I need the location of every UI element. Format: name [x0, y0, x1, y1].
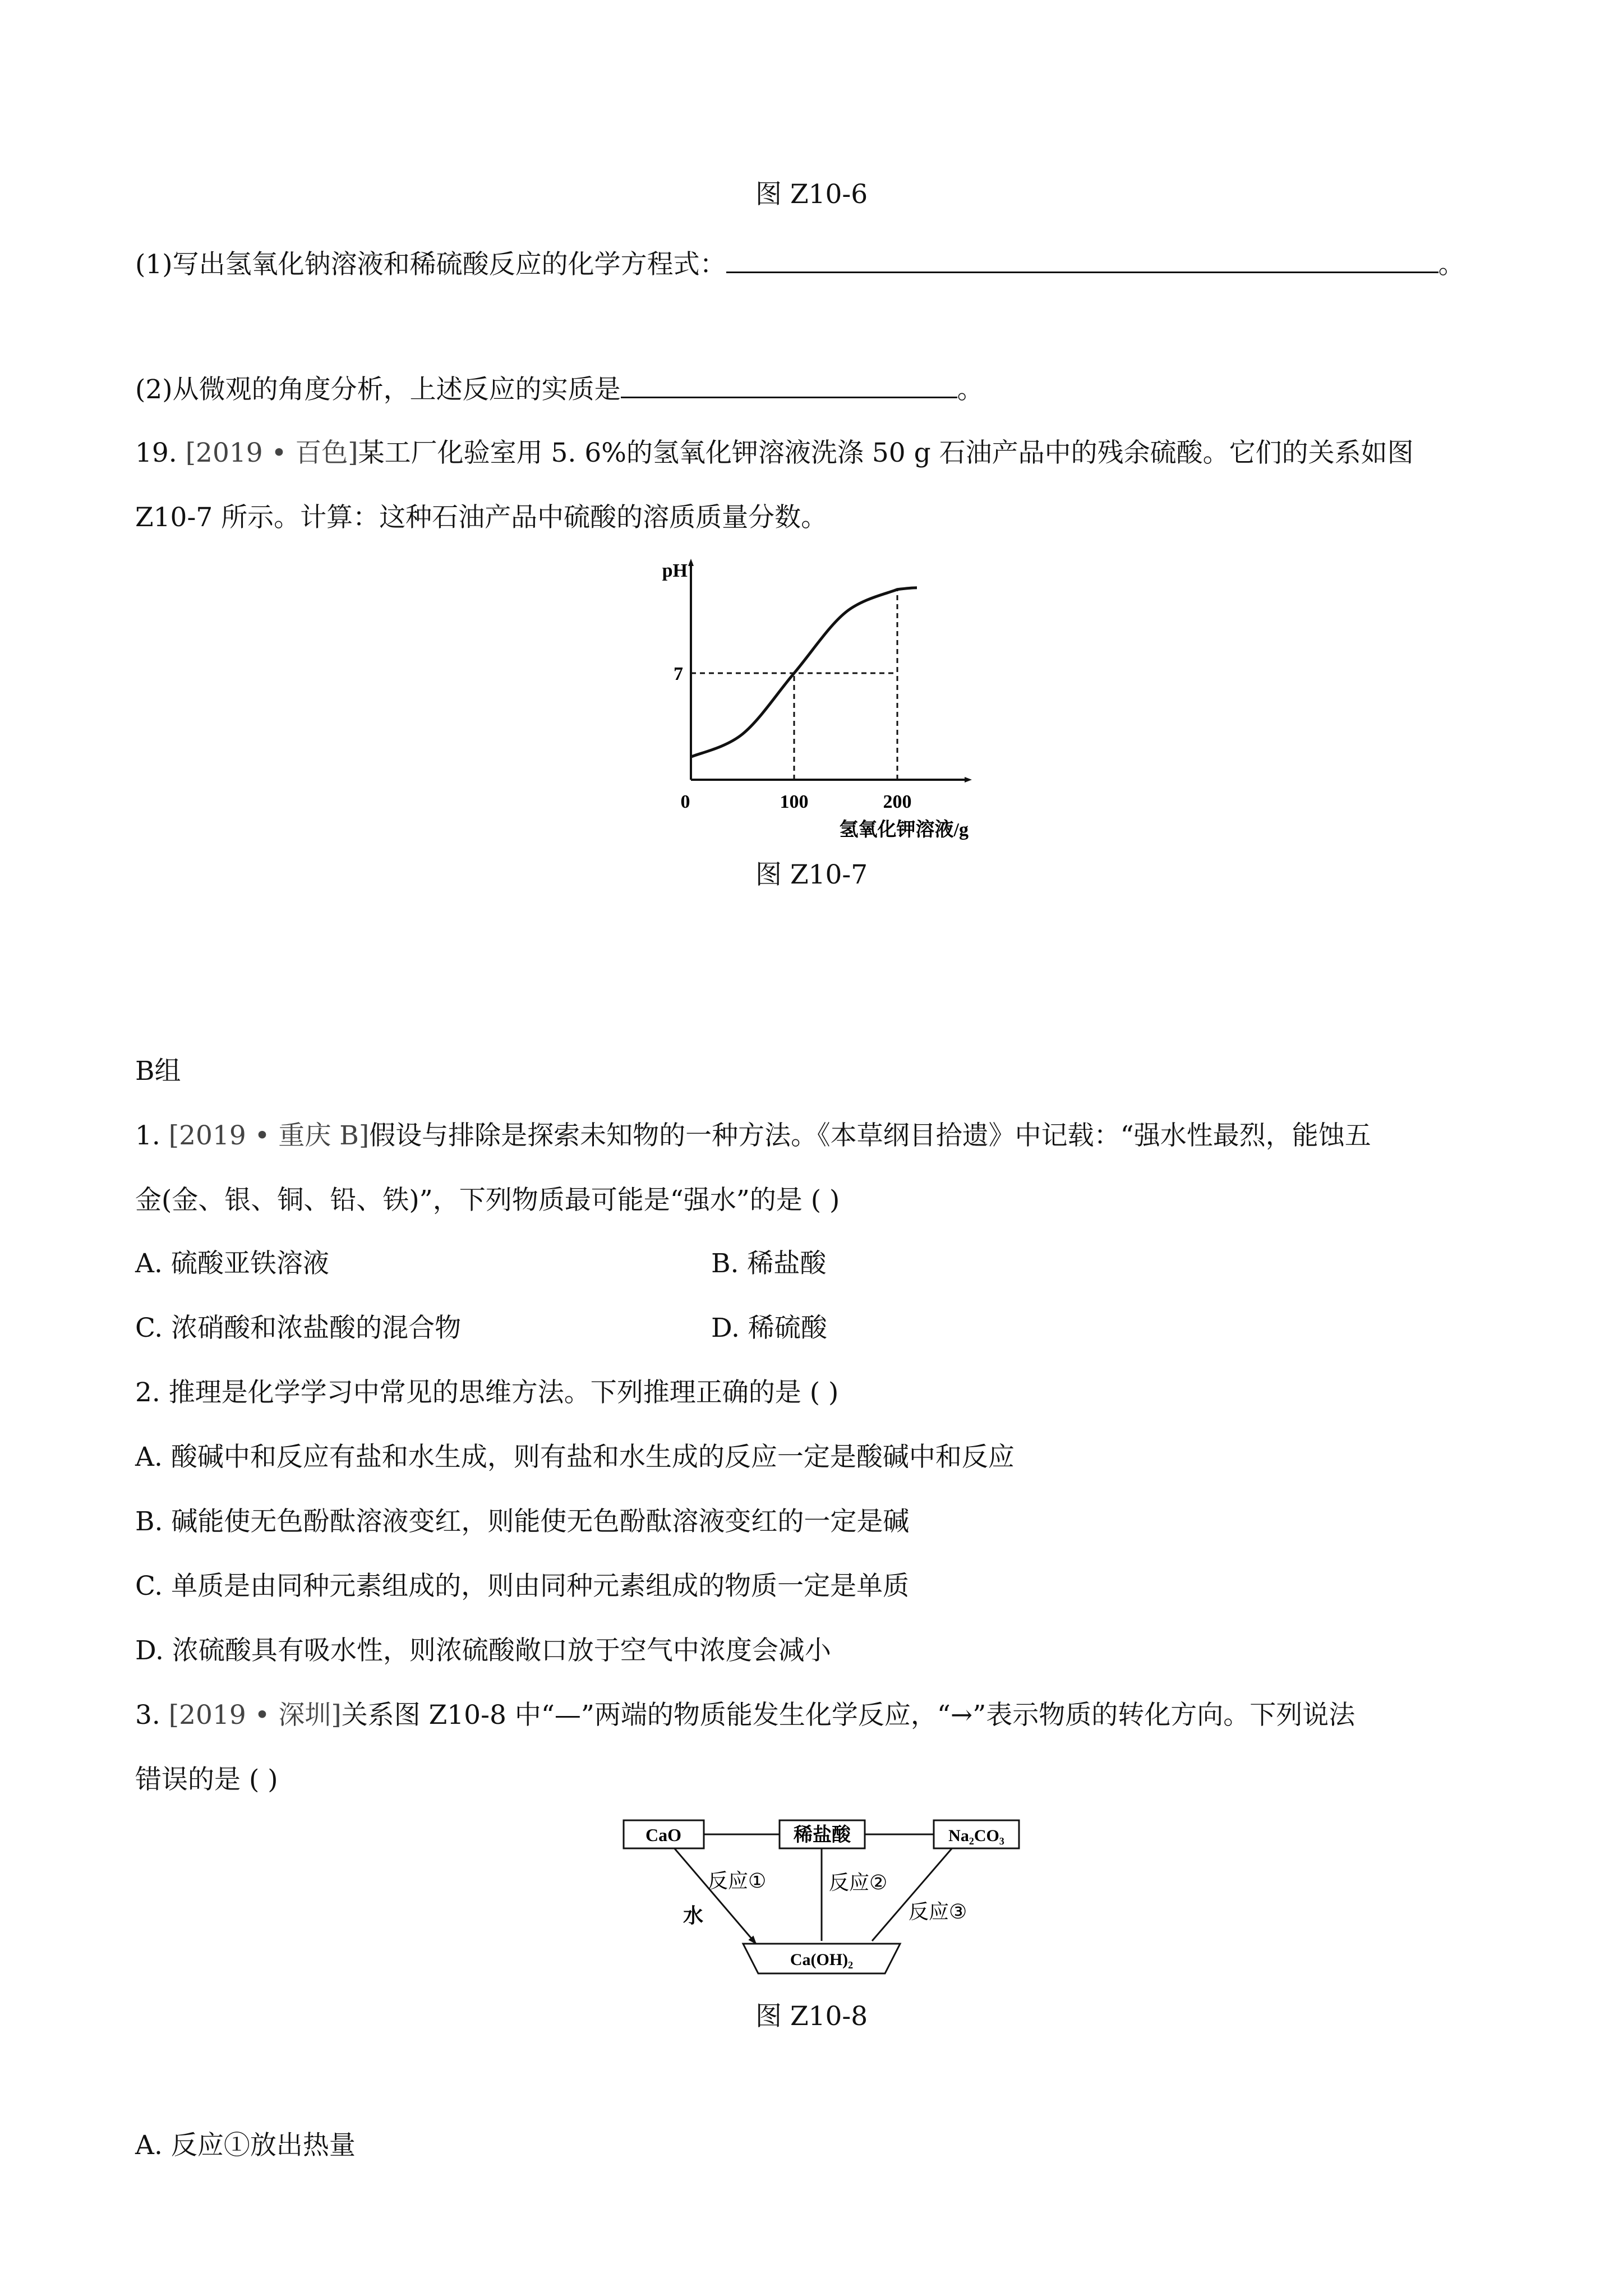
- x-axis-label: 氢氧化钾溶液/g: [839, 820, 969, 840]
- b-q3-line1: [135, 1699, 1355, 1732]
- b-q1-line2: 金(金、银、铜、铅、铁)”，下列物质最可能是“强水”的是 ( ): [135, 1185, 840, 1216]
- b-q3-text: 关系图 Z10-8 中“—”两端的物质能发生化学反应，“→”表示物质的转化方向。下列说法: [341, 1700, 1355, 1731]
- q18-sub2-text: (2)从微观的角度分析，上述反应的实质是: [135, 374, 621, 405]
- b-q3-number: 3.: [135, 1700, 160, 1731]
- b-q1-option-b[interactable]: B. 稀盐酸: [711, 1248, 827, 1279]
- q19-citation: [2019 • 百色]: [185, 438, 358, 468]
- y-axis-label: pH: [662, 560, 688, 581]
- ph-chart: [645, 555, 993, 847]
- answer-blank[interactable]: [726, 247, 1438, 273]
- b-q3-line2: 错误的是 ( ): [135, 1764, 278, 1795]
- q18-sub1-end: 。: [1438, 249, 1465, 280]
- b-q2-option-c[interactable]: C. 单质是由同种元素组成的，则由同种元素组成的物质一定是单质: [135, 1571, 910, 1602]
- relation-diagram: [617, 1806, 1032, 1986]
- b-q1-text: 假设与排除是探索未知物的一种方法。《本草纲目拾遗》中记载：“强水性最烈，能蚀五: [369, 1120, 1371, 1151]
- figure-caption-z10-8: 图 Z10-8: [755, 2001, 868, 2032]
- q19-text: 某工厂化验室用 5. 6%的氢氧化钾溶液洗涤 50 g 石油产品中的残余硫酸。它们的关系如图: [358, 438, 1414, 468]
- node-hcl: 稀盐酸: [794, 1824, 851, 1846]
- b-q1-option-c[interactable]: C. 浓硝酸和浓盐酸的混合物: [135, 1313, 462, 1343]
- x-tick-label: 200: [883, 792, 912, 812]
- q18-sub1: [135, 247, 1465, 282]
- q18-sub1-text: (1)写出氢氧化钠溶液和稀硫酸反应的化学方程式：: [135, 249, 726, 280]
- figure-caption-z10-6: 图 Z10-6: [755, 179, 868, 210]
- node-cao: CaO: [645, 1825, 681, 1845]
- q19-line2: Z10-7 所示。计算：这种石油产品中硫酸的溶质质量分数。: [135, 502, 828, 533]
- b-q2-option-d[interactable]: D. 浓硫酸具有吸水性，则浓硫酸敞口放于空气中浓度会减小: [135, 1635, 831, 1666]
- node-caoh2: Ca(OH)₂: [790, 1950, 854, 1969]
- q19-number: 19.: [135, 438, 177, 468]
- b-q1-option-d[interactable]: D. 稀硫酸: [711, 1313, 827, 1343]
- answer-blank[interactable]: [621, 372, 957, 398]
- b-q1-line1: [135, 1119, 1371, 1153]
- node-na2co3: Na₂CO₃: [948, 1826, 1004, 1845]
- b-q2-line1: 2. 推理是化学学习中常见的思维方法。下列推理正确的是 ( ): [135, 1377, 839, 1408]
- y-tick-label: 7: [674, 664, 683, 684]
- label-water: 水: [683, 1904, 704, 1927]
- label-reaction-1: 反应①: [708, 1870, 767, 1893]
- q18-sub2-end: 。: [957, 374, 984, 405]
- label-reaction-2: 反应②: [829, 1871, 888, 1894]
- x-tick-label: 100: [780, 792, 809, 812]
- b-q2-option-a[interactable]: A. 酸碱中和反应有盐和水生成，则有盐和水生成的反应一定是酸碱中和反应: [135, 1442, 1015, 1473]
- label-reaction-3: 反应③: [909, 1901, 967, 1924]
- b-q3-option-a[interactable]: A. 反应①放出热量: [135, 2130, 356, 2161]
- group-b-title: B组: [135, 1056, 181, 1087]
- figure-caption-z10-7: 图 Z10-7: [755, 859, 868, 890]
- arrow-cao-to-caoh2: [673, 1847, 756, 1944]
- x-tick-label: 0: [680, 792, 690, 812]
- q18-sub2: [135, 372, 984, 407]
- q19-line1: [135, 436, 1414, 470]
- b-q3-citation: [2019 • 深圳]: [168, 1700, 342, 1731]
- b-q2-option-b[interactable]: B. 碱能使无色酚酞溶液变红，则能使无色酚酞溶液变红的一定是碱: [135, 1506, 910, 1537]
- b-q1-citation: [2019 • 重庆 B]: [168, 1120, 370, 1151]
- b-q1-number: 1.: [135, 1120, 160, 1151]
- b-q1-option-a[interactable]: A. 硫酸亚铁溶液: [135, 1248, 329, 1279]
